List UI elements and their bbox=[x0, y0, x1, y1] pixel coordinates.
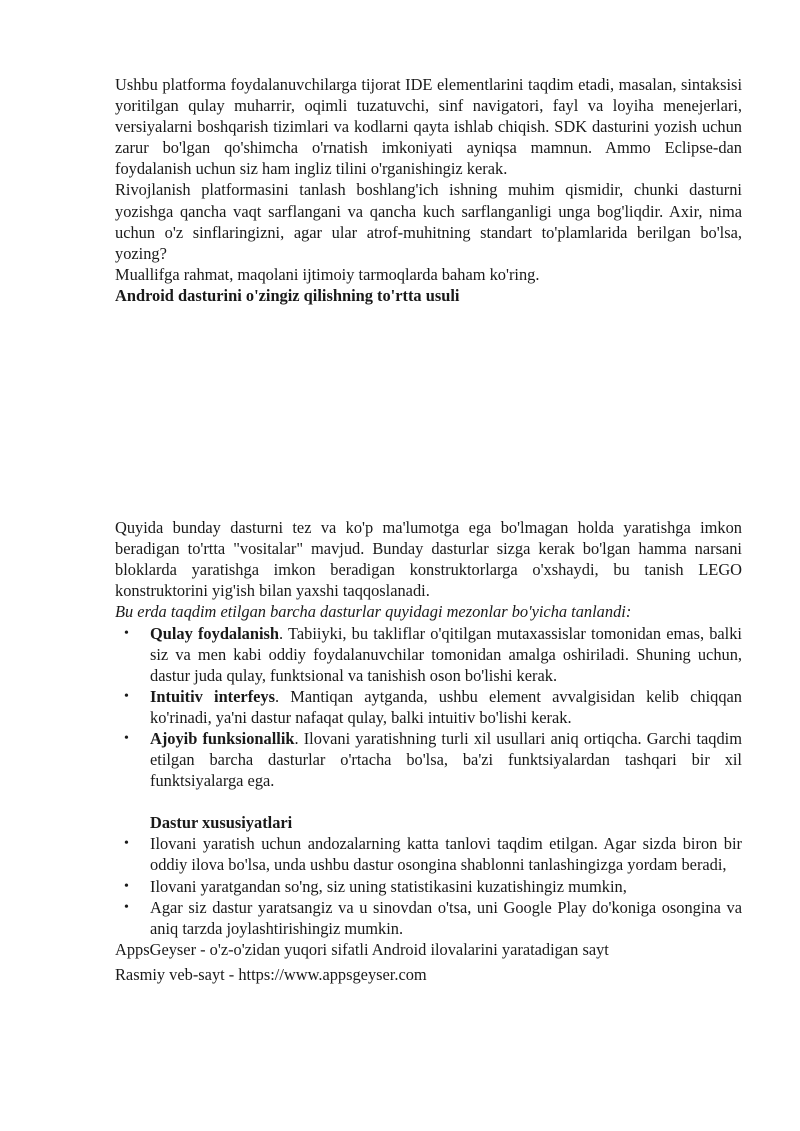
bullet-icon: • bbox=[124, 730, 129, 746]
list-item bbox=[115, 876, 742, 897]
intro-paragraph-eclipse: Ushbu platforma foydalanuvchilarga tijorat IDE elementlarini taqdim etadi, masalan, sintaksisi yoritilgan qulay muharrir, oqimli tuzatuvchi, sinf navigatori, fayl va loyiha menejerlari, versiyalarni boshqarish tizimlari va kodlarni qayta ishlab chiqish. SDK dasturini yozish uchun zarur bo'lgan qo'shimcha o'rnatish imkoniyati ayniqsa mamnun. Ammo Eclipse-dan foydalanish uchun siz ham ingliz tilini o'rganishingiz kerak. bbox=[115, 75, 742, 179]
features-list bbox=[115, 833, 742, 938]
criteria-title: Ajoyib funksionallik bbox=[150, 728, 295, 748]
bullet-icon: • bbox=[124, 836, 129, 852]
criteria-text: . Mantiqan aytganda, ushbu element avvalgisidan kelib chiqqan ko'rinadi, ya'ni dastur nafaqat qulay, balki intuitiv bo'lishi kerak. bbox=[150, 686, 742, 727]
criteria-intro: Bu erda taqdim etilgan barcha dasturlar quyidagi mezonlar bo'yicha tanlandi: bbox=[115, 602, 632, 622]
feature-text: Ilovani yaratgandan so'ng, siz uning statistikasini kuzatishingiz mumkin, bbox=[150, 876, 627, 896]
bullet-icon: • bbox=[124, 899, 129, 915]
bullet-icon: • bbox=[124, 878, 129, 894]
criteria-title: Intuitiv interfeys bbox=[150, 686, 275, 706]
intro-paragraph-platform-choice: Rivojlanish platformasini tanlash boshlang'ich ishning muhim qismidir, chunki dasturni yozishga qancha vaqt sarflangani va qancha kuch sarflanganligi unga bog'liqdir. Axir, nima uchun o'z sinflaringizni, agar ular atrof-muhitning standart to'plamlarida berilgan bo'lsa, yozing? bbox=[115, 180, 742, 263]
feature-text: Ilovani yaratish uchun andozalarning katta tanlovi taqdim etilgan. Agar sizda biron bir oddiy ilova bo'lsa, unda ushbu dastur osongina shablonni tanlashingizga yordam beradi, bbox=[150, 834, 742, 875]
list-item bbox=[115, 686, 742, 728]
spacer bbox=[115, 791, 742, 812]
criteria-text: . Tabiiyki, bu takliflar o'qitilgan mutaxassislar tomonidan emas, balki siz va men kabi oddiy foydalanuvchilar tomonidan amalga oshiriladi. Shuning uchun, dastur juda qulay, funktsional va tanishish oson bo'lishi kerak. bbox=[150, 623, 742, 685]
body-paragraph: Quyida bunday dasturni tez va ko'p ma'lumotga ega bo'lmagan holda yaratishga imkon beradigan to'rtta "vositalar" mavjud. Bunday dasturlar sizga kerak bo'lgan hamma narsani bloklarda yaratishga imkon beradigan konstruktorlarga o'xshaydi, bu tanish LEGO konstruktorini yig'ish bilan yaxshi taqqoslanadi. bbox=[115, 518, 742, 601]
intro-paragraph-thanks: Muallifga rahmat, maqolani ijtimoiy tarmoqlarda baham ko'ring. bbox=[115, 264, 540, 284]
footer-description: AppsGeyser - o'z-o'zidan yuqori sifatli Android ilovalarini yaratadigan sayt bbox=[115, 939, 609, 959]
document-page bbox=[115, 74, 742, 985]
footer-website: Rasmiy veb-sayt - https://www.appsgeyser.com bbox=[115, 964, 427, 984]
bullet-icon: • bbox=[124, 688, 129, 704]
blank-image-area bbox=[115, 306, 742, 517]
criteria-title: Qulay foydalanish bbox=[150, 623, 280, 643]
criteria-list bbox=[115, 623, 742, 792]
list-item bbox=[115, 623, 742, 686]
section-heading: Android dasturini o'zingiz qilishning to'rtta usuli bbox=[115, 285, 460, 305]
list-item bbox=[115, 728, 742, 791]
list-item bbox=[115, 833, 742, 875]
feature-text: Agar siz dastur yaratsangiz va u sinovdan o'tsa, uni Google Play do'koniga osongina va aniq tarzda joylashtirishingiz mumkin. bbox=[150, 897, 742, 938]
bullet-icon: • bbox=[124, 625, 129, 641]
features-heading: Dastur xususiyatlari bbox=[150, 813, 293, 833]
list-item bbox=[115, 897, 742, 939]
criteria-text: . Ilovani yaratishning turli xil usullari aniq ortiqcha. Garchi taqdim etilgan barcha dasturlar o'rtacha bo'lsa, ba'zi funktsiyalardan tashqari bir xil funktsiyalarga ega. bbox=[150, 728, 742, 791]
